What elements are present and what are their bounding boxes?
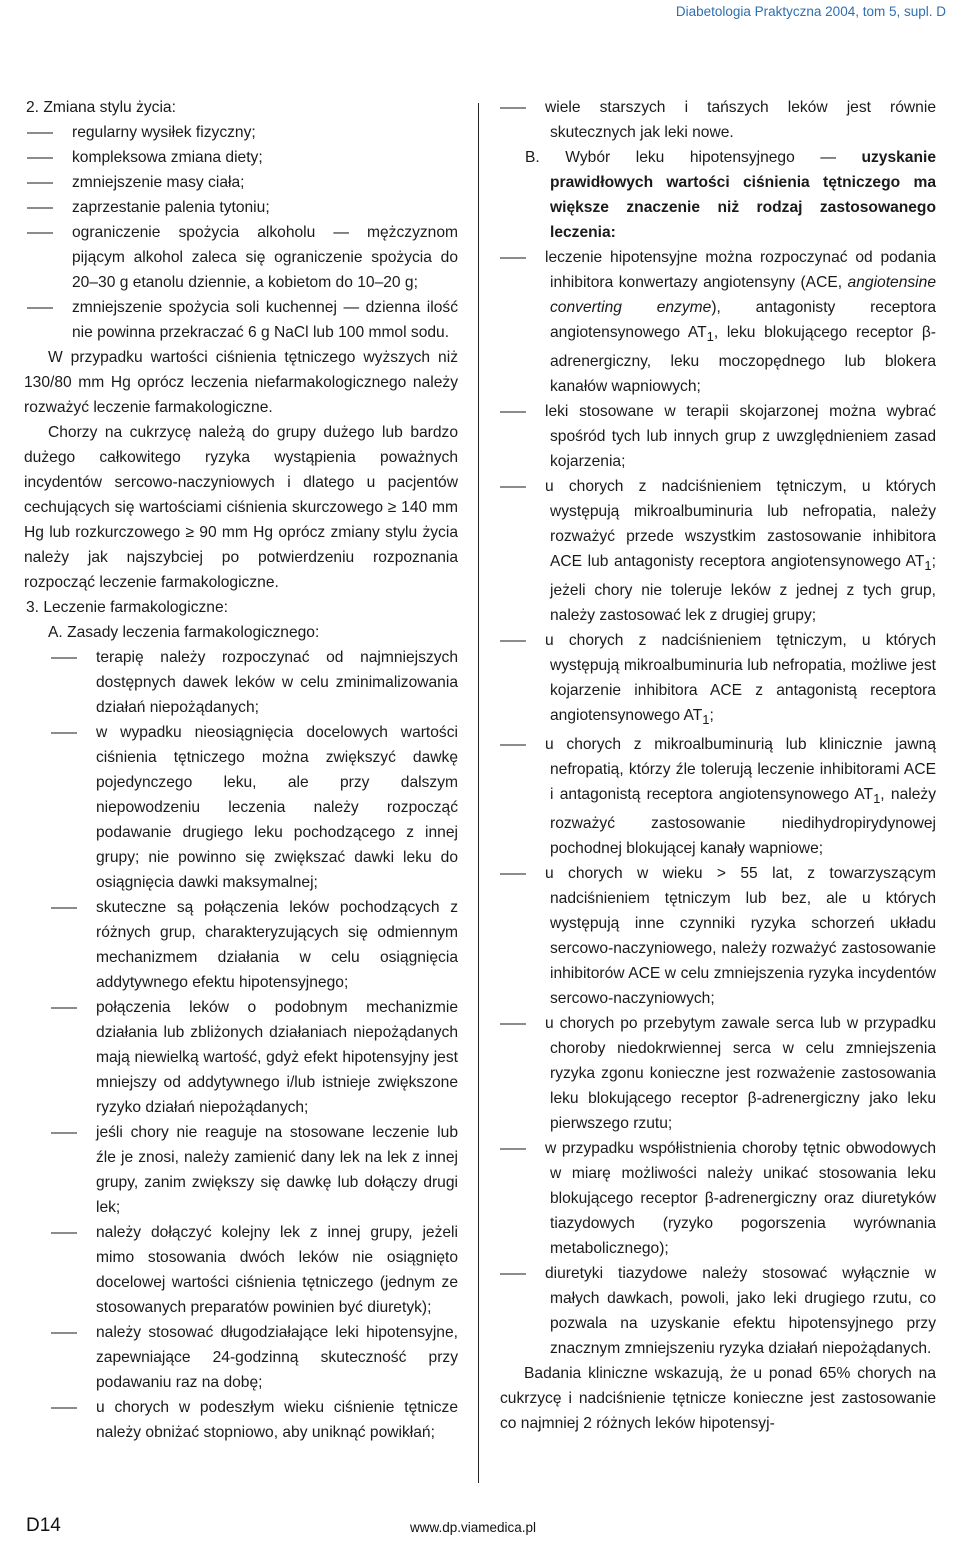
list-item: —— w przypadku współistnienia choroby tętnic obwodowych w miarę możliwości należy unikać stosowania leku blokującego receptor β-adrenergiczny oraz diuretyków tiazydowych (ryzyko pogorszenia wyrównania metabolicznego); [500,1136,936,1261]
journal-header: Diabetologia Praktyczna 2004, tom 5, supl. D [675,4,946,19]
list-item: —— w wypadku nieosiągnięcia docelowych wartości ciśnienia tętniczego można zwiększyć dawkę pojedynczego leku, ale przy dalszym niepowodzeniu leczenia należy rozpocząć podawanie drugiego leku pochodzącego z innej grupy; nie powinno się zwiększać dawki leku do osiągnięcia dawki maksymalnej; [24,720,458,895]
column-divider [478,103,479,1483]
subscript: 1 [924,558,932,574]
list-item: —— zaprzestanie palenia tytoniu; [24,195,458,220]
list-item: —— regularny wysiłek fizyczny; [24,120,458,145]
subscript: 1 [873,791,881,807]
list-item [500,628,936,732]
paragraph: W przypadku wartości ciśnienia tętniczego wyższych niż 130/80 mm Hg oprócz leczenia niefarmakologicznego należy rozważyć leczenie farmakologiczne. [24,349,458,416]
paragraph: Chorzy na cukrzycę należą do grupy dużego lub bardzo dużego całkowitego ryzyka wystąpienia poważnych incydentów sercowo-naczyniowych i dlatego u pacjentów cechujących się wartościami ciśnienia skurczowego ≥ 140 mm Hg lub rozkurczowego ≥ 90 mm Hg oprócz zmiany stylu życia należy jak najszybciej po potwierdzeniu rozpoznania rozpocząć leczenie farmakologiczne. [24,424,458,591]
list-item: —— u chorych w podeszłym wieku ciśnienie tętnicze należy obniżać stopniowo, aby uniknąć powikłań; [24,1395,458,1445]
list-item: —— należy dołączyć kolejny lek z innej grupy, jeżeli mimo stosowania dwóch leków nie osiągnięto docelowej wartości ciśnienia tętniczego (jednym ze stosowanych preparatów powinien być diuretyk); [24,1220,458,1320]
text-span: u chorych z nadciśnieniem tętniczym, u których występują mikroalbuminuria lub nefropatia, należy rozważyć przede wszystkim zastosowanie inhibitora ACE lub antagonisty receptora angiotensynowego AT [545,478,936,571]
text-span: , leku blokującego receptor β-adrenergiczny, leku moczopędnego lub blokera kanałów wapniowych; [550,324,936,396]
list-item: —— zmniejszenie spożycia soli kuchennej — dzienna ilość nie powinna przekraczać 6 g NaCl lub 100 mmol sodu. [24,295,458,345]
list-item: —— leki stosowane w terapii skojarzonej można wybrać spośród tych lub innych grup z uwzględnieniem zasad kojarzenia; [500,399,936,474]
subscript: 1 [702,712,710,728]
list-item: —— u chorych po przebytym zawale serca lub w przypadku choroby niedokrwiennej serca w celu zmniejszenia ryzyka zgonu konieczne jest rozważenie zastosowania leku blokującego receptor β-adrenergiczny jako leku pierwszego rzutu; [500,1011,936,1136]
list-item: —— zmniejszenie masy ciała; [24,170,458,195]
italic-term: angiotensine converting enzyme [550,274,936,316]
itemB-emphasis: uzyskanie prawidłowych wartości ciśnienia tętniczego ma większe znaczenie niż rodzaj zastosowanego leczenia: [550,149,936,241]
list-item: —— należy stosować długodziałające leki hipotensyjne, zapewniające 24-godzinną skuteczność przy podawaniu raz na dobę; [24,1320,458,1395]
page-number: D14 [26,1515,61,1536]
subscript: 1 [706,329,714,345]
text-span: ; [709,707,714,725]
list-item [500,474,936,628]
list-item: —— kompleksowa zmiana diety; [24,145,458,170]
list-item [500,245,936,399]
list-item: —— połączenia leków o podobnym mechanizmie działania lub zbliżonych działaniach niepożądanych mają niewielką wartość, gdyż efekt hipotensyjny jest mniejszy od addytywnego i/lub istnieje zwiększone ryzyko działań niepożądanych; [24,995,458,1120]
text-span: leczenie hipotensyjne można rozpoczynać od podania inhibitora konwertazy angiotensyny (ACE, [545,249,936,291]
list-item: —— wiele starszych i tańszych leków jest równie skutecznych jak leki nowe. [500,95,936,145]
text-span: ; jeżeli chory nie toleruje leków z jednej z tych grup, należy zastosować lek z drugiej grupy; [550,553,936,625]
itemB-title [500,145,936,245]
itemA-title: A. Zasady leczenia farmakologicznego: [48,624,320,641]
text-span: u chorych z nadciśnieniem tętniczym, u których występują mikroalbuminuria lub nefropatia, możliwe jest kojarzenie inhibitora ACE z antagonistą receptora angiotensynowego AT [545,632,936,725]
text-span: , należy rozważyć zastosowanie niedihydropirydynowej pochodnej blokującej kanały wapniowe; [550,786,936,858]
right-column [500,95,936,1436]
text-span: u chorych z mikroalbuminurią lub klinicznie jawną nefropatią, którzy źle tolerują leczenie inhibitorami ACE i antagonistą receptora angiotensynowego AT [545,736,936,804]
list-item: —— jeśli chory nie reaguje na stosowane leczenie lub źle je znosi, należy zamienić dany lek na lek z innej grupy, zanim zwiększy się dawkę lub dołączy drugi lek; [24,1120,458,1220]
list-item: —— u chorych w wieku > 55 lat, z towarzyszącym nadciśnieniem tętniczym lub bez, ale u których występują inne czynniki ryzyka schorzeń układu sercowo-naczyniowego, należy rozważyć zastosowanie inhibitorów ACE w celu zmniejszenia ryzyka incydentów sercowo-naczyniowych; [500,861,936,1011]
left-column [24,95,458,1445]
list-item: —— ograniczenie spożycia alkoholu — mężczyznom pijącym alkohol zaleca się ograniczenie spożycia do 20–30 g etanolu dziennie, a kobietom do 10–20 g; [24,220,458,295]
list-item: —— terapię należy rozpoczynać od najmniejszych dostępnych dawek leków w celu zminimalizowania działań niepożądanych; [24,645,458,720]
item3-title: 3. Leczenie farmakologiczne: [26,599,228,616]
journal-url: www.dp.viamedica.pl [410,1520,537,1535]
list-item [500,732,936,861]
text-span: ), antagonisty receptora angiotensynowego AT [550,299,936,341]
list-item: —— skuteczne są połączenia leków pochodzących z różnych grup, charakteryzujących się odmiennym mechanizmem działania w celu osiągnięcia addytywnego efektu hipotensyjnego; [24,895,458,995]
itemB-prefix: B. Wybór leku hipotensyjnego — [525,149,862,166]
list-item: —— diuretyki tiazydowe należy stosować wyłącznie w małych dawkach, powoli, jako leki drugiego rzutu, co pozwala na uzyskanie efektu hipotensyjnego przy znacznym zmniejszeniu ryzyka działań niepożądanych. [500,1261,936,1361]
item2-title: 2. Zmiana stylu życia: [26,99,176,116]
paragraph: Badania kliniczne wskazują, że u ponad 65% chorych na cukrzycę i nadciśnienie tętnicze konieczne jest zastosowanie co najmniej 2 różnych leków hipotensyj- [500,1365,936,1433]
